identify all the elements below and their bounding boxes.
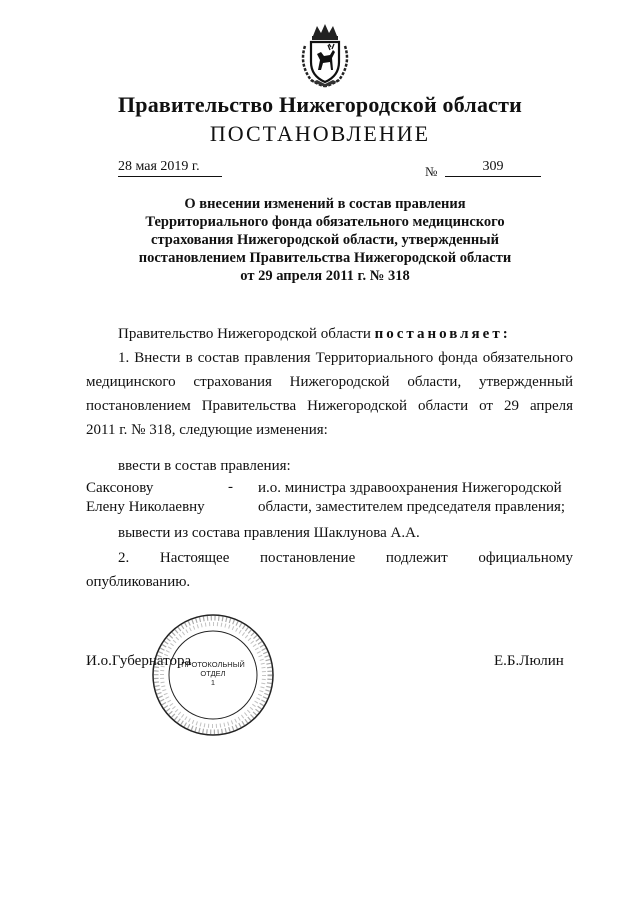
subject-line: О внесении изменений в состав правления (184, 196, 466, 212)
appointee-role (258, 479, 576, 517)
stamp-department-line: 1 (210, 678, 216, 687)
document-subject (100, 195, 550, 285)
subject-line: от 29 апреля 2011 г. № 318 (240, 268, 410, 284)
resolution-intro (118, 322, 578, 346)
separator-dash: - (228, 479, 233, 495)
number-label: № (425, 164, 438, 179)
paragraph-line: 2. Настоящее постановление подлежит официальному (118, 550, 573, 566)
add-to-board-intro: ввести в состав правления: (118, 458, 291, 474)
intro-prefix: Правительство Нижегородской области (118, 326, 371, 342)
intro-verb: постановляет: (374, 326, 511, 342)
signer-title: И.о.Губернатора (86, 653, 192, 669)
document-number: 309 (445, 159, 541, 177)
appointee-given-names: Елену Николаевну (86, 499, 205, 515)
paragraph-2 (86, 546, 573, 594)
stamp-department-line: ПРОТОКОЛЬНЫЙ (181, 660, 245, 669)
stamp-department-line: ОТДЕЛ (200, 669, 226, 678)
document-type: ПОСТАНОВЛЕНИЕ (209, 121, 431, 146)
paragraph-line: медицинского страхования Нижегородской области, утвержденный (86, 374, 573, 390)
subject-line: Территориального фонда обязательного медицинского (145, 214, 505, 230)
role-line: области, заместителем председателя правления; (258, 499, 566, 515)
appointee-name (86, 479, 226, 517)
subject-line: страхования Нижегородской области, утвержденный (151, 232, 499, 248)
paragraph-line: постановлением Правительства Нижегородской области от 29 апреля (86, 398, 573, 414)
signer-name: Е.Б.Люлин (494, 653, 564, 669)
government-title: Правительство Нижегородской области (117, 92, 522, 117)
subject-line: постановлением Правительства Нижегородской области (138, 250, 512, 266)
paragraph-line: 2011 г. № 318, следующие изменения: (86, 422, 328, 438)
document-date: 28 мая 2019 г. (118, 159, 222, 177)
coat-of-arms-icon (293, 22, 357, 88)
remove-from-board: вывести из состава правления Шаклунова А.А. (118, 525, 420, 541)
appointee-surname: Саксонову (86, 480, 154, 496)
role-line: и.о. министра здравоохранения Нижегородской (258, 480, 562, 496)
paragraph-line: опубликованию. (86, 574, 191, 590)
paragraph-1 (86, 346, 573, 442)
paragraph-line: 1. Внести в состав правления Территориального фонда обязательного (118, 350, 573, 366)
